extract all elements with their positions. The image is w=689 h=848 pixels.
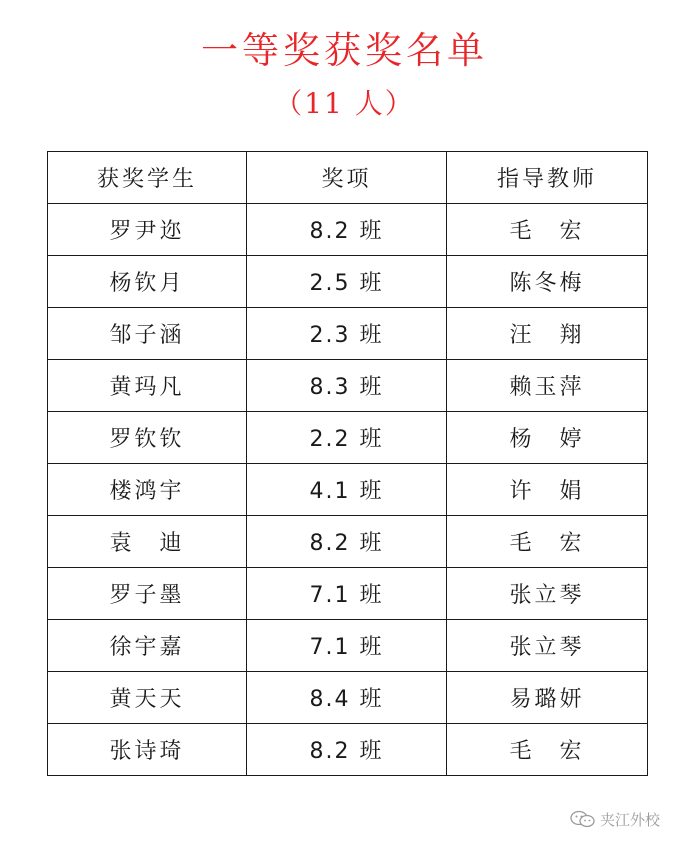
teacher-cell: 张立琴 (447, 620, 648, 672)
student-cell: 黄天天 (48, 672, 247, 724)
award-table (47, 151, 648, 776)
table-row (48, 360, 648, 412)
student-cell: 罗钦钦 (48, 412, 247, 464)
table-row (48, 412, 648, 464)
table-row (48, 568, 648, 620)
teacher-cell: 汪 翔 (447, 308, 648, 360)
student-cell: 黄玛凡 (48, 360, 247, 412)
table-row (48, 620, 648, 672)
table-row (48, 464, 648, 516)
award-cell: 2.2 班 (247, 412, 447, 464)
table-row (48, 308, 648, 360)
award-cell: 2.5 班 (247, 256, 447, 308)
student-cell: 杨钦月 (48, 256, 247, 308)
award-cell: 8.3 班 (247, 360, 447, 412)
watermark (570, 808, 660, 830)
award-cell: 4.1 班 (247, 464, 447, 516)
watermark-text: 夹江外校 (600, 810, 661, 829)
award-cell: 7.1 班 (247, 620, 447, 672)
header-teacher: 指导教师 (447, 152, 648, 204)
teacher-cell: 毛 宏 (447, 516, 648, 568)
teacher-cell: 陈冬梅 (447, 256, 648, 308)
student-cell: 袁 迪 (48, 516, 247, 568)
award-cell: 8.4 班 (247, 672, 447, 724)
award-cell: 8.2 班 (247, 516, 447, 568)
award-cell: 2.3 班 (247, 308, 447, 360)
table-header-row (48, 152, 648, 204)
award-cell: 8.2 班 (247, 204, 447, 256)
award-cell: 7.1 班 (247, 568, 447, 620)
table-row (48, 516, 648, 568)
student-cell: 徐宇嘉 (48, 620, 247, 672)
table-row (48, 672, 648, 724)
student-cell: 罗尹迩 (48, 204, 247, 256)
teacher-cell: 毛 宏 (447, 724, 648, 776)
award-cell: 8.2 班 (247, 724, 447, 776)
page-title: 一等奖获奖名单 (201, 29, 488, 72)
student-cell: 楼鸿宇 (48, 464, 247, 516)
wechat-icon (570, 810, 596, 828)
teacher-cell: 毛 宏 (447, 204, 648, 256)
teacher-cell: 杨 婷 (447, 412, 648, 464)
header-award: 奖项 (247, 152, 447, 204)
teacher-cell: 张立琴 (447, 568, 648, 620)
student-cell: 张诗琦 (48, 724, 247, 776)
student-cell: 罗子墨 (48, 568, 247, 620)
table-row (48, 724, 648, 776)
table-row (48, 204, 648, 256)
page-subtitle: （11 人） (274, 87, 415, 120)
teacher-cell: 赖玉萍 (447, 360, 648, 412)
teacher-cell: 易璐妍 (447, 672, 648, 724)
header-student: 获奖学生 (48, 152, 247, 204)
table-row (48, 256, 648, 308)
student-cell: 邹子涵 (48, 308, 247, 360)
teacher-cell: 许 娟 (447, 464, 648, 516)
